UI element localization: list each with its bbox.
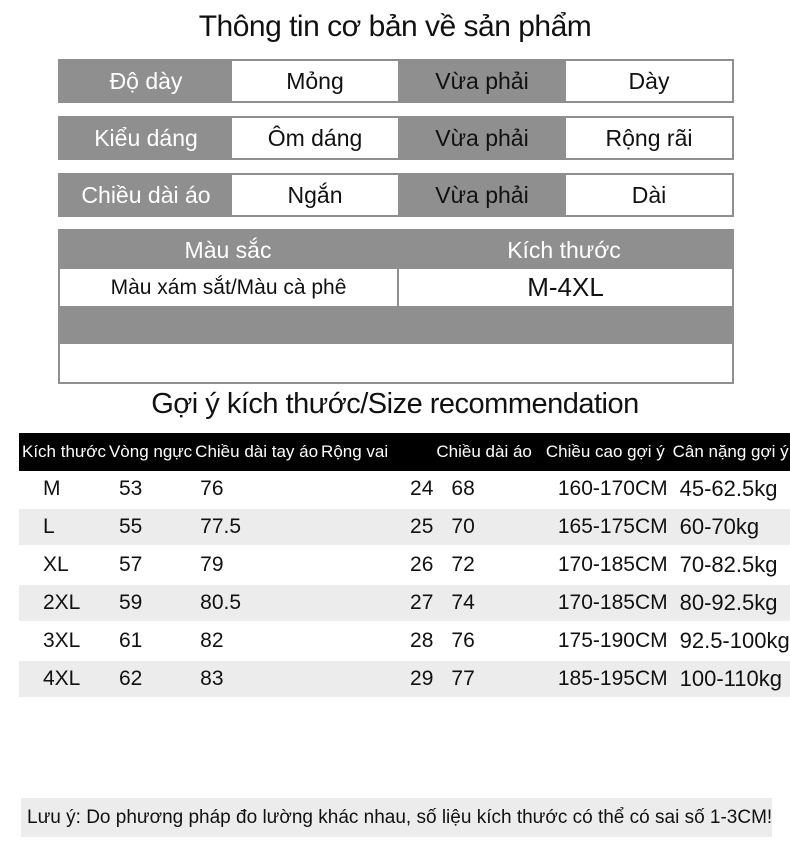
attr-label: Độ dày [60, 61, 232, 101]
table-cell: 59 [106, 585, 192, 621]
table-cell: 92.5-100kg [679, 628, 790, 653]
table-cell: 170-185CM [532, 585, 668, 621]
table-cell: 24 [410, 477, 434, 500]
table-cell: L [19, 509, 106, 545]
attr-option: Rộng rãi [566, 118, 732, 158]
table-row [19, 623, 790, 659]
table-cell: 185-195CM [532, 661, 668, 697]
attr-row-fit [58, 116, 734, 160]
table-row [19, 471, 790, 507]
table-cell: 28 [410, 629, 434, 652]
attr-option: Dày [566, 61, 732, 101]
table-cell: XL [43, 553, 69, 576]
attr-label: Chiều dài áo [60, 175, 232, 215]
table-cell: M [43, 477, 61, 500]
col-header: Vòng ngực [106, 433, 192, 471]
table-row [19, 585, 790, 621]
spec-block [58, 229, 734, 384]
attr-option-selected: Vừa phải [398, 175, 566, 215]
table-cell: 70 [433, 509, 531, 545]
color-header: Màu sắc [184, 236, 272, 263]
table-cell: 26 [410, 553, 434, 576]
col-header: Rộng vai [318, 433, 433, 471]
table-cell: 79 [200, 553, 224, 576]
table-cell: 53 [118, 477, 143, 500]
attr-option-selected: Vừa phải [398, 118, 566, 158]
table-cell: 80.5 [192, 585, 318, 621]
table-cell: 77 [433, 661, 531, 697]
table-cell: 77.5 [192, 509, 318, 545]
attr-option: Dài [566, 175, 732, 215]
table-cell: 83 [192, 661, 318, 697]
table-cell: 76 [451, 629, 475, 652]
attr-label: Kiểu dáng [60, 118, 232, 158]
attr-option: Mỏng [232, 61, 398, 101]
spec-header-row [60, 231, 732, 269]
table-cell: 25 [318, 509, 433, 545]
attr-option: Ôm dáng [232, 118, 398, 158]
size-section-title: Gợi ý kích thước/Size recommendation [151, 388, 639, 420]
table-cell: 27 [318, 585, 433, 621]
table-cell: 100-110kg [668, 661, 790, 697]
spec-value-row [60, 269, 732, 306]
table-cell: 55 [106, 509, 192, 545]
table-cell: 160-170CM [557, 477, 668, 500]
attr-option: Ngắn [232, 175, 398, 215]
size-table [19, 433, 790, 697]
table-cell: 80-92.5kg [668, 585, 790, 621]
col-header: Chiều dài áo [433, 433, 531, 471]
size-header: Kích thước [507, 236, 621, 263]
table-cell: 76 [200, 477, 224, 500]
table-cell: 61 [118, 629, 143, 652]
table-cell: 70-82.5kg [679, 552, 778, 577]
table-cell: 72 [451, 553, 475, 576]
table-cell: 82 [200, 629, 224, 652]
page-title: Thông tin cơ bản về sản phẩm [198, 10, 592, 43]
color-value: Màu xám sắt/Màu cà phê [60, 269, 399, 306]
table-cell: 57 [118, 553, 143, 576]
table-cell: 175-190CM [557, 629, 668, 652]
table-cell: 45-62.5kg [679, 476, 778, 501]
attr-row-thickness [58, 59, 734, 103]
table-row [19, 661, 790, 697]
col-header: Kích thước [19, 433, 106, 471]
table-cell: 3XL [43, 629, 81, 652]
spec-blank-band [60, 306, 732, 344]
measurement-note: Lưu ý: Do phương pháp đo lường khác nhau, số liệu kích thước có thể có sai số 1-3CM! [21, 798, 772, 837]
table-cell: 68 [451, 477, 475, 500]
table-cell: 62 [106, 661, 192, 697]
col-header: Cân nặng gợi ý [668, 433, 790, 471]
col-header: Chiều dài tay áo [192, 433, 318, 471]
table-cell: 4XL [19, 661, 106, 697]
table-cell: 170-185CM [557, 553, 668, 576]
table-cell: 74 [433, 585, 531, 621]
table-row [19, 547, 790, 583]
table-cell: 165-175CM [532, 509, 668, 545]
table-cell: 29 [318, 661, 433, 697]
col-header: Chiều cao gợi ý [532, 433, 668, 471]
table-header-row [19, 433, 790, 471]
attr-option-selected: Vừa phải [398, 61, 566, 101]
attr-row-length [58, 173, 734, 217]
table-row [19, 509, 790, 545]
table-cell: 60-70kg [668, 509, 790, 545]
table-cell: 2XL [19, 585, 106, 621]
size-value: M-4XL [527, 272, 604, 302]
